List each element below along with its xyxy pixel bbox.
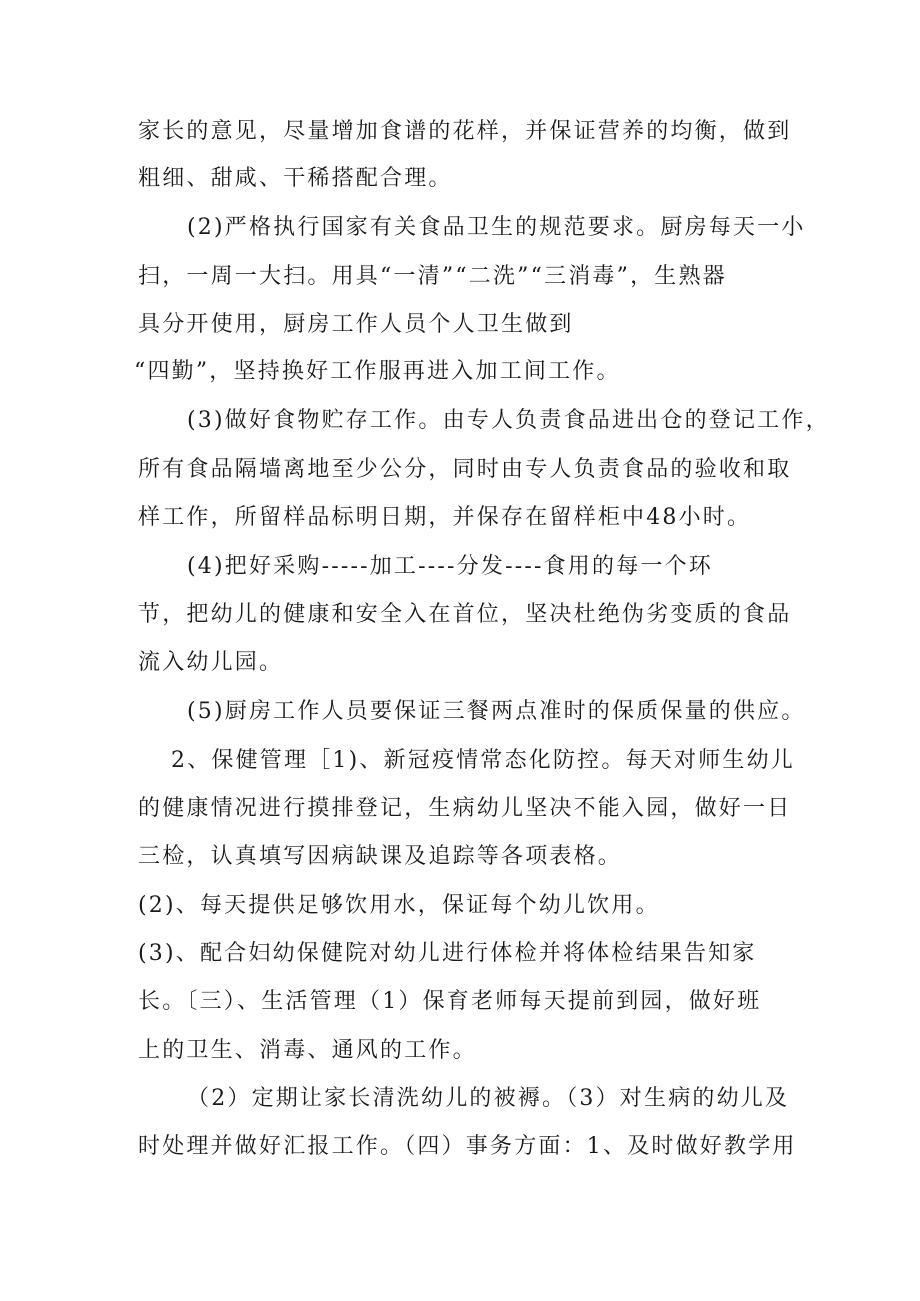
text-line: 长。〔三）、生活管理（1）保育老师每天提前到园，做好班 — [138, 989, 762, 1014]
text-line: (2)严格执行国家有关食品卫生的规范要求。厨房每天一小 — [187, 215, 806, 240]
text-line: (4)把好采购-----加工----分发----食用的每一个环 — [187, 554, 714, 579]
text-line: 流入幼儿园。 — [138, 650, 284, 675]
text-line: 具分开使用，厨房工作人员个人卫生做到 — [138, 312, 574, 337]
text-line: 上的卫生、消毒、通风的工作。 — [138, 1038, 477, 1063]
text-line: 的健康情况进行摸排登记，生病幼儿坚决不能入园，做好一日 — [138, 796, 792, 821]
text-line: 样工作，所留样品标明日期，并保存在留样柜中48小时。 — [138, 505, 752, 530]
text-line: 扫，一周一大扫。用具“一清”“二洗”“三消毒”，生熟器 — [138, 264, 727, 289]
text-line: (3)做好食物贮存工作。由专人负责食品进出仓的登记工作， — [187, 408, 830, 433]
text-line: 粗细、甜咸、干稀搭配合理。 — [138, 166, 453, 191]
text-line: “四勤”，坚持换好工作服再进入加工间工作。 — [134, 359, 621, 384]
text-line: 家长的意见，尽量增加食谱的花样，并保证营养的均衡，做到 — [138, 119, 792, 144]
text-line: (5)厨房工作人员要保证三餐两点准时的保质保量的供应。 — [187, 699, 806, 724]
text-line: 时处理并做好汇报工作。（四）事务方面：1、及时做好教学用 — [138, 1134, 797, 1159]
text-line: 2、保健管理［1)、新冠疫情常态化防控。每天对师生幼儿 — [171, 748, 795, 773]
text-line: (3)、配合妇幼保健院对幼儿进行体检并将体检结果告知家 — [138, 941, 757, 966]
text-line: (2)、每天提供足够饮用水，保证每个幼儿饮用。 — [138, 893, 660, 918]
text-line: （2）定期让家长清洗幼儿的被褥。（3）对生病的幼儿及 — [187, 1086, 790, 1111]
text-line: 节，把幼儿的健康和安全入在首位，坚决杜绝伪劣变质的食品 — [138, 602, 792, 627]
text-line: 三检，认真填写因病缺课及追踪等各项表格。 — [138, 844, 623, 869]
text-line: 所有食品隔墙离地至少公分，同时由专人负责食品的验收和取 — [138, 457, 792, 482]
